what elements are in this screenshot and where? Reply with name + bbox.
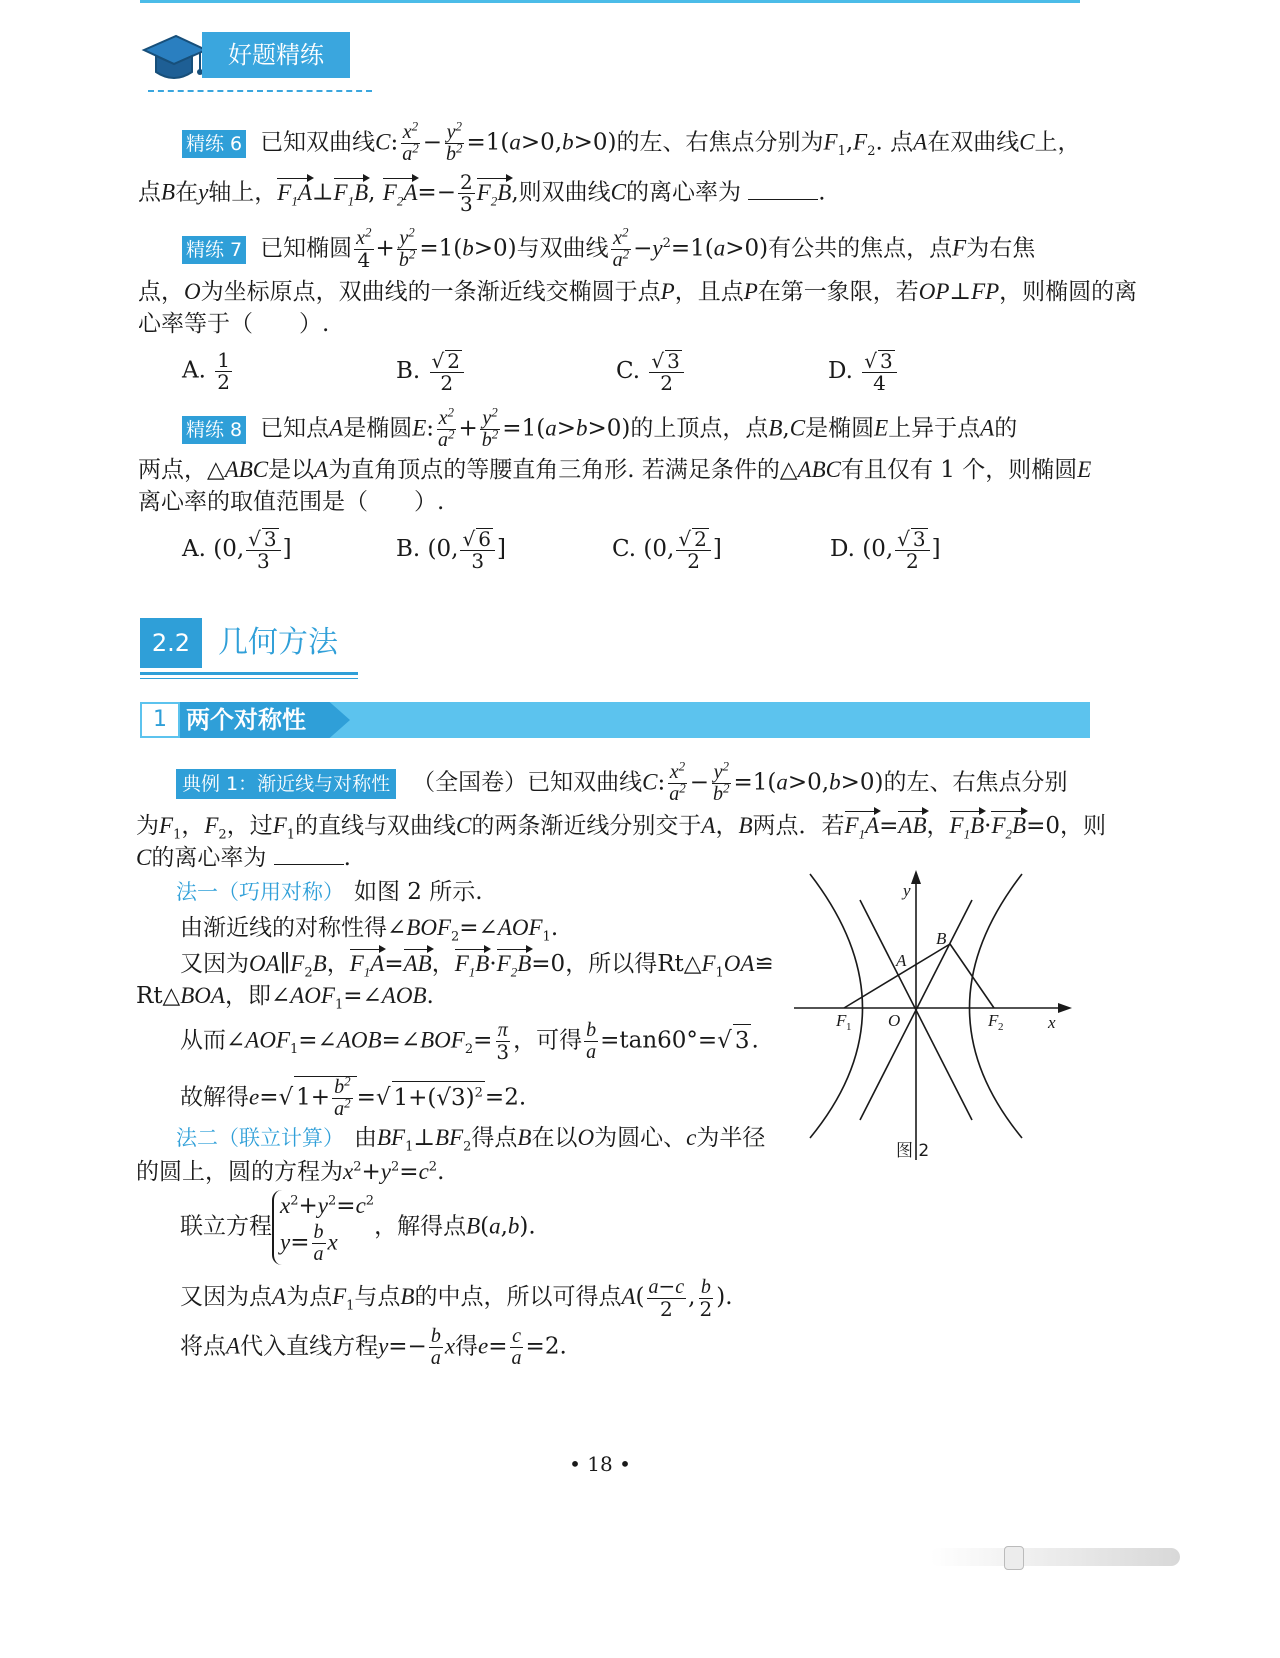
svg-text:2: 2 [998,1021,1004,1033]
ex6-line1: 精练 6 已知双曲线C: $\frac{x^2}{a^2}$ − $\frac{y^2}{b^2}$ =1(a>0,b>0)的左、右焦点分别为$F_1,F_2$. 点A在双曲线C上， [182,122,1081,165]
subsection-banner [140,702,1090,738]
ex7-tag: 精练 7 [182,236,246,264]
figure-label-A: A [896,951,907,970]
top-rule [140,0,1080,3]
ex6-tag: 精练 6 [182,130,246,158]
ex8-tag: 精练 8 [182,416,246,444]
ex7-option-b[interactable]: B. $\frac{√ 2}{2}$ [396,350,466,394]
scrollbar-thumb[interactable] [1004,1546,1024,1570]
ex8-option-c[interactable]: C. (0, $\frac{√ 2}{2}$ ] [612,527,722,573]
answer-blank [748,178,818,200]
method1-line1: 法一（巧用对称） 如图 2 所示. [176,879,483,905]
example1-line2: 为$F_1$，$F_2$，过$F_1$的直线与双曲线C的两条渐近线分别交于A，B两点．若$F_1A=AB$，$F_1B\cdot F_2B=0$，则 [136,810,1106,842]
scrollbar-track[interactable] [930,1548,1180,1566]
ex7-option-c[interactable]: C. $\frac{√ 3}{2}$ [616,350,686,394]
figure-label-x: x [1048,1013,1056,1032]
ex8-line3: 离心率的取值范围是（ ）. [138,489,445,515]
figure-label-B: B [936,929,947,948]
method2-line3: 联立方程 $x^2+y^2=c^2$ y= $\frac{b}{a}$ x ，解得点B(a,b). [180,1190,536,1265]
section-2-2-heading [140,618,360,680]
ex8-option-d[interactable]: D. (0, $\frac{√ 3}{2}$ ] [830,527,941,573]
ex7-line2: 点，O为坐标原点，双曲线的一条渐近线交椭圆于点P，且点P在第一象限，若OP⊥FP，则椭圆的离 [138,279,1138,305]
ex8-line2: 两点，△ABC是以A为直角顶点的等腰直角三角形. 若满足条件的△ABC有且仅有 1 个，则椭圆E [138,457,1092,483]
header-dashed-rule [148,90,372,92]
figure-label-F2: F [988,1011,999,1030]
example1-line3: C的离心率为 . [136,845,351,871]
method2-label: 法二（联立计算） [176,1126,344,1150]
figure-label-O: O [888,1011,901,1030]
figure-caption: 图 2 [896,1141,930,1161]
method1-line5: 从而$\angle AOF_1=\angle AOB=\angle BOF_2=$ $\frac{\pi}{3}$ ，可得 $\frac{b}{a}$ =tan60°=√ 3. [180,1019,759,1064]
subsection-number: 1 [142,704,178,736]
figure-2-hyperbola [790,870,1080,1170]
section-tag: 好题精练 [202,32,350,78]
method1-line2: 由渐近线的对称性得$\angle BOF_2=\angle AOF_1$. [180,915,559,945]
method1-line4: Rt△BOA，即$\angle AOF_1=\angle AOB$. [136,983,434,1013]
ex6-line2: 点B在y轴上，$F_1A\perp F_1B$, $F_2A=-$ $\frac{2}{3}$ $F_2B$,则双曲线C的离心率为 . [138,170,826,216]
ex7-option-d[interactable]: D. $\frac{√ 3}{4}$ [828,350,899,394]
graduation-cap-icon [140,30,210,90]
method2-line5: 将点A代入直线方程y=− $\frac{b}{a}$ x得e= $\frac{c}{a}$ =2. [180,1325,567,1369]
method2-line2: 的圆上，圆的方程为$x^2+y^2=c^2$. [136,1159,445,1185]
method2-line4: 又因为点A为点$F_1$与点B的中点，所以可得点A( $\frac{a-c}{2}$ , $\frac{b}{2}$ ). [180,1274,733,1321]
section-title: 几何方法 [218,625,338,660]
figure-label-y: y [903,881,911,900]
section-header [140,30,380,100]
ex7-option-a[interactable]: A. $\frac{1}{2}$ [182,348,230,394]
section-underline [140,672,358,675]
example1-tag: 典例 1：渐近线与对称性 [176,769,396,799]
equation-system: $x^2+y^2=c^2$ y= $\frac{b}{a}$ x [272,1190,374,1265]
ex7-line3: 心率等于（ ）. [138,311,330,337]
method1-label: 法一（巧用对称） [176,880,344,904]
method1-line6: 故解得e=√ 1+ $\frac{b^2}{a^2}$ =√ $1+(√3)^2=2$. [180,1073,527,1120]
page-number: • 18 • [569,1452,631,1476]
method2-line1: 法二（联立计算） 由$BF_1\perp BF_2$得点B在以O为圆心、c为半径 [176,1125,766,1155]
ex8-line1: 精练 8 已知点A是椭圆E: $\frac{x^2}{a^2}$ + $\frac{y^2}{b^2}$ =1(a>b>0)的上顶点，点B,C是椭圆E上异于点A的 [182,408,1017,451]
subsection-title: 两个对称性 [186,706,306,734]
ex8-option-a[interactable]: A. (0, $\frac{√ 3}{3}$ ] [182,527,292,573]
ex7-line1: 精练 7 已知椭圆 $\frac{x^2}{4}$ + $\frac{y^2}{b^2}$ =1(b>0)与双曲线 $\frac{x^2}{a^2}$ $-y^2=1(a>0)$有公共的焦点，点F为右焦 [182,228,1035,271]
section-number: 2.2 [140,618,202,668]
svg-text:1: 1 [846,1021,852,1033]
example1-line1: 典例 1：渐近线与对称性 （全国卷）已知双曲线C: $\frac{x^2}{a^2}$ − $\frac{y^2}{b^2}$ =1(a>0,b>0)的左、右焦点分别 [176,762,1068,805]
ex8-option-b[interactable]: B. (0, $\frac{√ 6}{3}$ ] [396,527,506,573]
method1-line3: 又因为$OA\parallel F_2B$，$F_1A=AB$，$F_1B\cdot F_2B=0$，所以得$Rt\triangle F_1OA≌$ [180,948,774,980]
figure-label-F1: F [836,1011,847,1030]
